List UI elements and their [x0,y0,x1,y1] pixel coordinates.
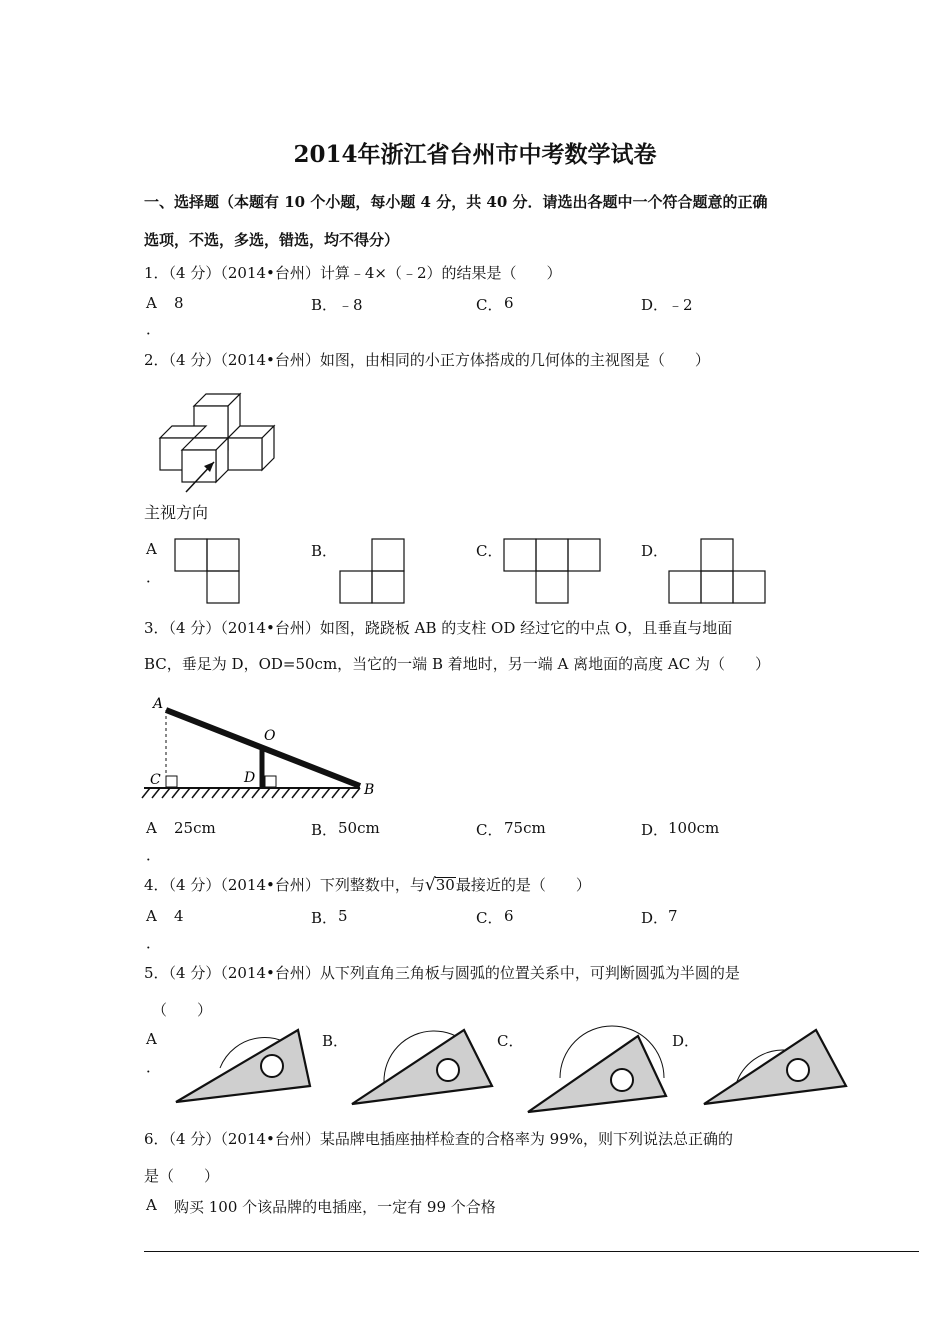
footer-divider [144,1251,919,1252]
q2-figure-caption: 主视方向 [144,503,209,522]
page-title: 2014年浙江省台州市中考数学试卷 [293,141,657,168]
q6-option-a: 购买 100 个该品牌的电插座，一定有 99 个合格 [174,1198,496,1216]
q1-option-a-label: A [146,294,157,312]
q6-stem-line1: 6．（4 分）（2014•台州）某品牌电插座抽样检查的合格率为 99%，则下列说法总正确的 [144,1130,733,1148]
q5-option-d-label: D． [672,1032,700,1050]
q2-option-a-label: A [146,540,157,558]
q3-stem-line2: BC，垂足为 D，OD=50cm，当它的一端 B 着地时，另一端 A 离地面的高度 AC 为（ ） [144,655,770,673]
q1-option-b-label: B． [311,296,338,314]
q3-option-b-label: B． [311,821,338,839]
q5-option-c-label: C． [497,1032,524,1050]
q2-option-c-label: C． [476,542,503,560]
label-a: A [153,696,164,712]
q1-stem: 1．（4 分）（2014•台州）计算﹣4×（﹣2）的结果是（ ） [144,264,562,282]
q2-stem: 2．（4 分）（2014•台州）如图，由相同的小正方体搭成的几何体的主视图是（ ） [144,351,710,369]
q6-option-a-label: A [146,1196,157,1214]
q5-stem-line2: （ ） [152,1001,213,1019]
q2-cube-figure [156,390,281,495]
q4-option-a: 4 [174,907,184,925]
q5-option-a-dot: ． [146,1058,162,1076]
q5-stem-line1: 5．（4 分）（2014•台州）从下列直角三角板与圆弧的位置关系中，可判断圆弧为半圆的是 [144,964,740,982]
q3-option-a: 25cm [174,819,216,837]
label-o: O [264,728,276,744]
q2-option-a-dot: ． [146,568,162,586]
q2-option-d-label: D． [641,542,669,560]
q4-stem-post: 最接近的是（ ） [455,876,591,894]
q4-option-b-label: B． [311,909,338,927]
label-b: B [364,782,375,798]
q6-stem-line2: 是（ ） [144,1167,220,1185]
q4-option-d: 7 [668,907,678,925]
q2-option-b-figure [339,538,405,604]
section-heading-line1: 一、选择题（本题有 10 个小题，每小题 4 分，共 40 分．请选出各题中一个符合题意的正确 [144,193,768,211]
q4-option-d-label: D． [641,909,669,927]
q5-option-d-figure [700,1022,850,1108]
q4-option-a-dot: ． [146,934,162,952]
q4-option-a-label: A [146,907,157,925]
q1-option-d: ﹣2 [668,296,693,314]
q2-option-b-label: B． [311,542,338,560]
sqrt-icon: √ [424,875,436,895]
q1-option-c-label: C． [476,296,503,314]
q2-option-c-figure [503,538,601,604]
q4-option-c: 6 [504,907,514,925]
q4-option-b: 5 [338,907,348,925]
label-d: D [244,770,256,786]
q1-option-b: ﹣8 [338,296,363,314]
q3-option-a-label: A [146,819,157,837]
q3-seesaw-figure [140,690,385,802]
q1-option-a: 8 [174,294,184,312]
label-c: C [150,772,161,788]
q4-stem-pre: 4．（4 分）（2014•台州）下列整数中，与 [144,876,425,894]
q1-option-c: 6 [504,294,514,312]
q3-option-d: 100cm [668,819,720,837]
q4-radicand: 30 [435,876,455,894]
q2-option-d-figure [668,538,766,604]
q5-option-a-figure [172,1026,317,1106]
q5-option-b-label: B． [322,1032,349,1050]
q4-stem [144,874,591,895]
q4-option-c-label: C． [476,909,503,927]
q3-option-a-dot: ． [146,846,162,864]
q3-option-c: 75cm [504,819,546,837]
q5-option-a-label: A [146,1030,157,1048]
q1-option-d-label: D． [641,296,669,314]
q5-option-c-figure [524,1014,670,1116]
q3-stem-line1: 3．（4 分）（2014•台州）如图，跷跷板 AB 的支柱 OD 经过它的中点 O，且垂直与地面 [144,619,733,637]
section-heading-line2: 选项，不选，多选，错选，均不得分） [144,231,400,249]
q3-option-b: 50cm [338,819,380,837]
q1-option-a-dot: ． [146,320,162,338]
q5-option-b-figure [348,1022,498,1108]
q3-option-c-label: C． [476,821,503,839]
q3-option-d-label: D． [641,821,669,839]
q2-option-a-figure [174,538,240,604]
